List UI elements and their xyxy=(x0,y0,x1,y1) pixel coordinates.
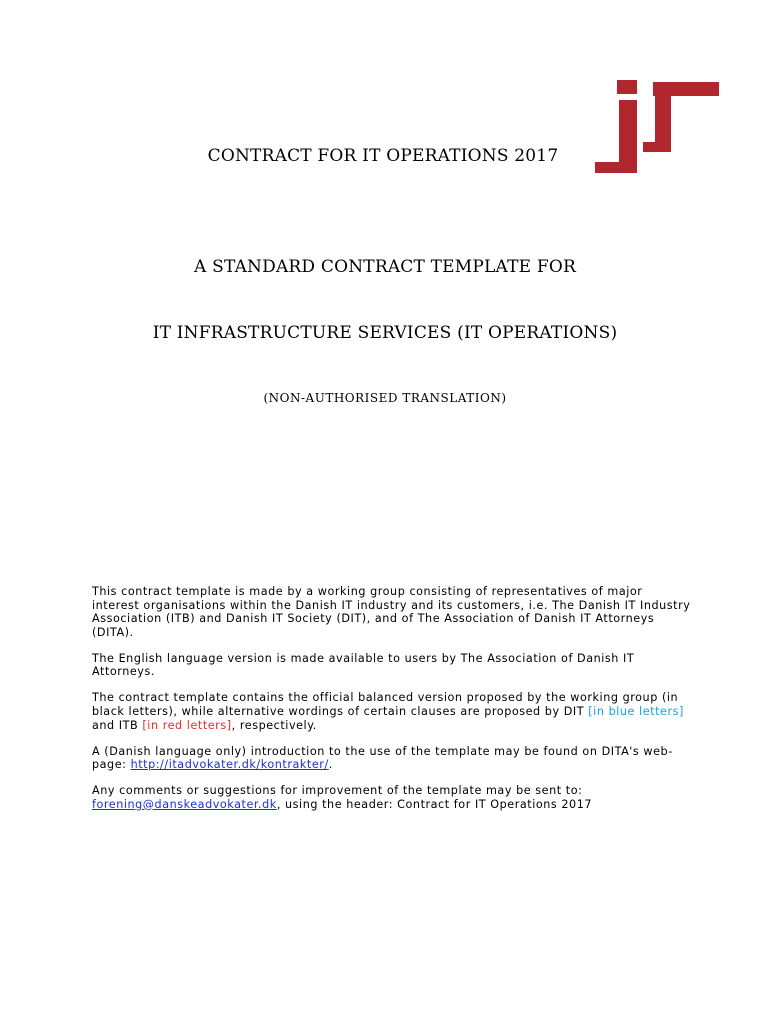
paragraph-comments: Any comments or suggestions for improvement of the template may be sent to: forening@danskeadvokater.dk, using the header: Contract for IT Operations 2017 xyxy=(92,784,593,811)
paragraph-version-colors: The contract template contains the official balanced version proposed by the working group (in black letters), while alternative wordings of certain clauses are proposed by DIT [in blue letters] and ITB [in red letters], respectively. xyxy=(92,691,684,732)
subtitle-line-2: IT INFRASTRUCTURE SERVICES (IT OPERATIONS) xyxy=(152,323,618,343)
email-link[interactable]: forening@danskeadvokater.dk xyxy=(92,797,277,811)
paragraph-introduction: A (Danish language only) introduction to the use of the template may be found on DITA's web-page: http://itadvokater.dk/kontrakter/. xyxy=(92,744,673,772)
blue-letters-label: [in blue letters] xyxy=(588,704,684,718)
intro-text xyxy=(92,585,692,824)
dita-webpage-link[interactable]: http://itadvokater.dk/kontrakter/ xyxy=(130,758,329,772)
translation-note: (NON-AUTHORISED TRANSLATION) xyxy=(263,391,507,405)
document-title: CONTRACT FOR IT OPERATIONS 2017 xyxy=(207,146,559,166)
subtitle-line-1: A STANDARD CONTRACT TEMPLATE FOR xyxy=(194,257,576,277)
paragraph-english-version: The English language version is made available to users by The Association of Danish IT Attorneys. xyxy=(92,651,635,679)
paragraph-working-group: This contract template is made by a working group consisting of representatives of major interest organisations within the Danish IT industry and its customers, i.e. The Danish IT Industry Association (ITB) and Danish IT Society (DIT), and of The Association of Danish IT Attorneys (DITA). xyxy=(92,585,691,639)
red-letters-label: [in red letters] xyxy=(142,718,232,732)
